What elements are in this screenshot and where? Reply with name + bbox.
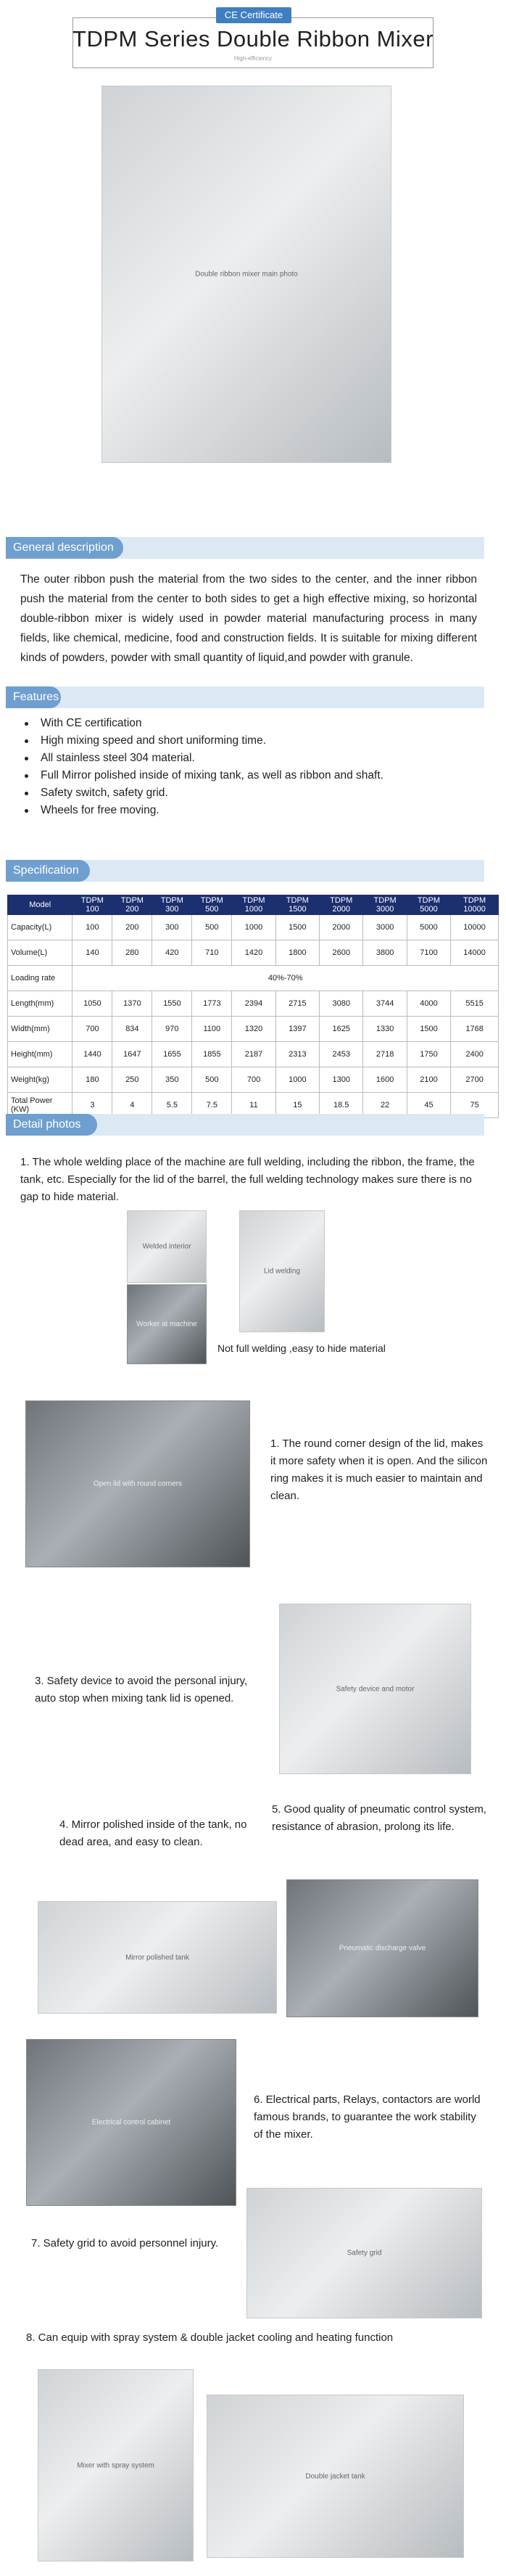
cell: 1750 xyxy=(407,1042,450,1067)
cell: 4000 xyxy=(407,991,450,1017)
cell: 710 xyxy=(192,940,232,966)
cell: 1800 xyxy=(275,940,319,966)
grid-photo xyxy=(246,2188,482,2318)
col-model: TDPM 100 xyxy=(72,895,112,915)
safety-photo xyxy=(279,1604,471,1774)
photo-label: Open lid with round corners xyxy=(93,1480,183,1488)
detail-text-6: 6. Electrical parts, Relays, contactors are world famous brands, to guarantee the work stability of the mixer. xyxy=(254,2093,481,2141)
cell: 18.5 xyxy=(320,1093,363,1118)
cell: 4 xyxy=(112,1093,152,1118)
row-height xyxy=(8,1042,499,1067)
cell: 2313 xyxy=(275,1042,319,1067)
cell: 3744 xyxy=(363,991,407,1017)
feature-item: High mixing speed and short uniforming time. xyxy=(22,732,471,750)
cell: 500 xyxy=(192,915,232,940)
cell: 5515 xyxy=(451,991,499,1017)
weld-photo-b xyxy=(239,1210,325,1332)
cell: 1773 xyxy=(192,991,232,1017)
photo-label: Lid welding xyxy=(263,1267,301,1276)
photo-label: Electrical control cabinet xyxy=(91,2118,171,2127)
cell: 1050 xyxy=(72,991,112,1017)
cell: 350 xyxy=(152,1067,192,1093)
cell: 420 xyxy=(152,940,192,966)
feature-item: With CE certification xyxy=(22,715,471,732)
cell: 300 xyxy=(152,915,192,940)
row-label: Loading rate xyxy=(8,966,72,991)
lid-photo xyxy=(25,1400,250,1567)
features-heading: Features xyxy=(6,686,61,708)
cell: 3000 xyxy=(363,915,407,940)
cell: 2453 xyxy=(320,1042,363,1067)
cell: 1647 xyxy=(112,1042,152,1067)
photo-label: Double jacket tank xyxy=(305,2472,365,2480)
cell: 970 xyxy=(152,1017,192,1042)
spec-table xyxy=(7,895,499,1118)
row-volume xyxy=(8,940,499,966)
detail-text-2: 1. The round corner design of the lid, makes it more safety when it is open. And the silicon ring makes it is much easier to maintain and clean. xyxy=(270,1437,488,1502)
feature-item: All stainless steel 304 material. xyxy=(22,750,471,767)
cell: 1330 xyxy=(363,1017,407,1042)
col-model: TDPM 3000 xyxy=(363,895,407,915)
cell: 3800 xyxy=(363,940,407,966)
col-model: TDPM 200 xyxy=(112,895,152,915)
cell: 3 xyxy=(72,1093,112,1118)
weld-note: Not full welding ,easy to hide material xyxy=(217,1342,386,1354)
row-label: Capacity(L) xyxy=(8,915,72,940)
detail-text-4: 4. Mirror polished inside of the tank, no dead area, and easy to clean. xyxy=(59,1818,247,1848)
weld-photo-a xyxy=(127,1210,207,1283)
cell: 1768 xyxy=(451,1017,499,1042)
cell: 140 xyxy=(72,940,112,966)
row-label: Volume(L) xyxy=(8,940,72,966)
row-label: Total Power (KW) xyxy=(8,1093,72,1118)
cell: 14000 xyxy=(451,940,499,966)
cell: 2400 xyxy=(451,1042,499,1067)
photo-label: Worker at machine xyxy=(136,1320,197,1329)
photo-label: Safety grid xyxy=(347,2249,382,2257)
detail-text-7: 7. Safety grid to avoid personnel injury. xyxy=(31,2237,219,2249)
feature-item: Wheels for free moving. xyxy=(22,802,471,819)
ce-badge: CE Certificate xyxy=(216,7,291,23)
features-section-bar xyxy=(6,686,484,708)
col-model: TDPM 5000 xyxy=(407,895,450,915)
cell: 10000 xyxy=(451,915,499,940)
cell: 5.5 xyxy=(152,1093,192,1118)
features-list xyxy=(22,715,471,819)
cell: 75 xyxy=(451,1093,499,1118)
cell: 2000 xyxy=(320,915,363,940)
main-image-label: Double ribbon mixer main photo xyxy=(195,270,298,279)
cell: 22 xyxy=(363,1093,407,1118)
cell: 1320 xyxy=(232,1017,275,1042)
photo-label: Mirror polished tank xyxy=(125,1953,189,1961)
cell: 45 xyxy=(407,1093,450,1118)
col-model: TDPM 1000 xyxy=(232,895,275,915)
cell: 500 xyxy=(192,1067,232,1093)
cell: 1500 xyxy=(407,1017,450,1042)
page-title: TDPM Series Double Ribbon Mixer xyxy=(72,26,434,52)
col-model: TDPM 2000 xyxy=(320,895,363,915)
cell: 5000 xyxy=(407,915,450,940)
page-subtitle: High-efficiency xyxy=(233,55,273,62)
photo-label: Safety device and motor xyxy=(336,1685,415,1693)
detail-text-5: 5. Good quality of pneumatic control system, resistance of abrasion, prolong its life. xyxy=(272,1803,486,1833)
cell: 2718 xyxy=(363,1042,407,1067)
cell: 100 xyxy=(72,915,112,940)
cell: 2715 xyxy=(275,991,319,1017)
cell: 15 xyxy=(275,1093,319,1118)
row-capacity xyxy=(8,915,499,940)
cell: 1625 xyxy=(320,1017,363,1042)
cell: 200 xyxy=(112,915,152,940)
col-model: TDPM 1500 xyxy=(275,895,319,915)
detail-text-1: 1. The whole welding place of the machine are full welding, including the ribbon, the frame, the tank, etc. Especially for the lid of the barrel, the full welding technology makes sure there is no gap to hide material. xyxy=(20,1156,475,1203)
cell: 1500 xyxy=(275,915,319,940)
cell: 1655 xyxy=(152,1042,192,1067)
electrical-photo xyxy=(26,2039,236,2206)
cell: 7100 xyxy=(407,940,450,966)
mirror-photo xyxy=(38,1901,277,2014)
col-model: TDPM 10000 xyxy=(451,895,499,915)
cell: 280 xyxy=(112,940,152,966)
row-width xyxy=(8,1017,499,1042)
row-length xyxy=(8,991,499,1017)
col-model: TDPM 500 xyxy=(192,895,232,915)
cell: 7.5 xyxy=(192,1093,232,1118)
cell: 250 xyxy=(112,1067,152,1093)
weld-photo-c xyxy=(127,1284,207,1364)
cell: 2600 xyxy=(320,940,363,966)
detail-text-8: 8. Can equip with spray system & double jacket cooling and heating function xyxy=(26,2331,394,2344)
spec-header-row xyxy=(8,895,499,915)
spray-photo-a xyxy=(38,2369,194,2561)
photo-label: Welded interior xyxy=(142,1242,191,1251)
cell: 1397 xyxy=(275,1017,319,1042)
detail-text-3: 3. Safety device to avoid the personal injury, auto stop when mixing tank lid is opened. xyxy=(35,1675,248,1705)
col-model: Model xyxy=(8,895,72,915)
cell: 1550 xyxy=(152,991,192,1017)
spray-photo-b xyxy=(207,2395,464,2558)
cell: 180 xyxy=(72,1067,112,1093)
cell: 2187 xyxy=(232,1042,275,1067)
cell: 700 xyxy=(72,1017,112,1042)
feature-item: Full Mirror polished inside of mixing tank, as well as ribbon and shaft. xyxy=(22,767,471,784)
spec-heading: Specification xyxy=(6,860,90,882)
row-weight xyxy=(8,1067,499,1093)
row-loading xyxy=(8,966,499,991)
general-heading: General description xyxy=(6,537,123,559)
photo-label: Pneumatic discharge valve xyxy=(339,1944,426,1953)
pneumatic-photo xyxy=(286,1879,478,2017)
cell: 1600 xyxy=(363,1067,407,1093)
cell: 1370 xyxy=(112,991,152,1017)
cell: 11 xyxy=(232,1093,275,1118)
cell: 40%-70% xyxy=(72,966,499,991)
cell: 1000 xyxy=(275,1067,319,1093)
cell: 2100 xyxy=(407,1067,450,1093)
cell: 834 xyxy=(112,1017,152,1042)
details-heading: Detail photos xyxy=(6,1114,97,1136)
cell: 1855 xyxy=(192,1042,232,1067)
cell: 1440 xyxy=(72,1042,112,1067)
row-label: Height(mm) xyxy=(8,1042,72,1067)
row-label: Weight(kg) xyxy=(8,1067,72,1093)
cell: 2700 xyxy=(451,1067,499,1093)
main-product-image xyxy=(101,86,391,463)
cell: 1100 xyxy=(192,1017,232,1042)
cell: 1300 xyxy=(320,1067,363,1093)
cell: 700 xyxy=(232,1067,275,1093)
cell: 1420 xyxy=(232,940,275,966)
row-label: Length(mm) xyxy=(8,991,72,1017)
row-label: Width(mm) xyxy=(8,1017,72,1042)
cell: 2394 xyxy=(232,991,275,1017)
general-description: The outer ribbon push the material from the two sides to the center, and the inner ribbon push the material from the center to both sides to get a high effective mixing, so horizontal double-ribbon mixer is widely used in powder material manufacturing process in many fields, like chemical, medicine, food and construction fields. It is suitable for mixing different kinds of powders, powder with small quantity of liquid,and powder with granule. xyxy=(20,573,477,664)
cell: 1000 xyxy=(232,915,275,940)
photo-label: Mixer with spray system xyxy=(77,2461,154,2469)
col-model: TDPM 300 xyxy=(152,895,192,915)
cell: 3080 xyxy=(320,991,363,1017)
feature-item: Safety switch, safety grid. xyxy=(22,784,471,802)
